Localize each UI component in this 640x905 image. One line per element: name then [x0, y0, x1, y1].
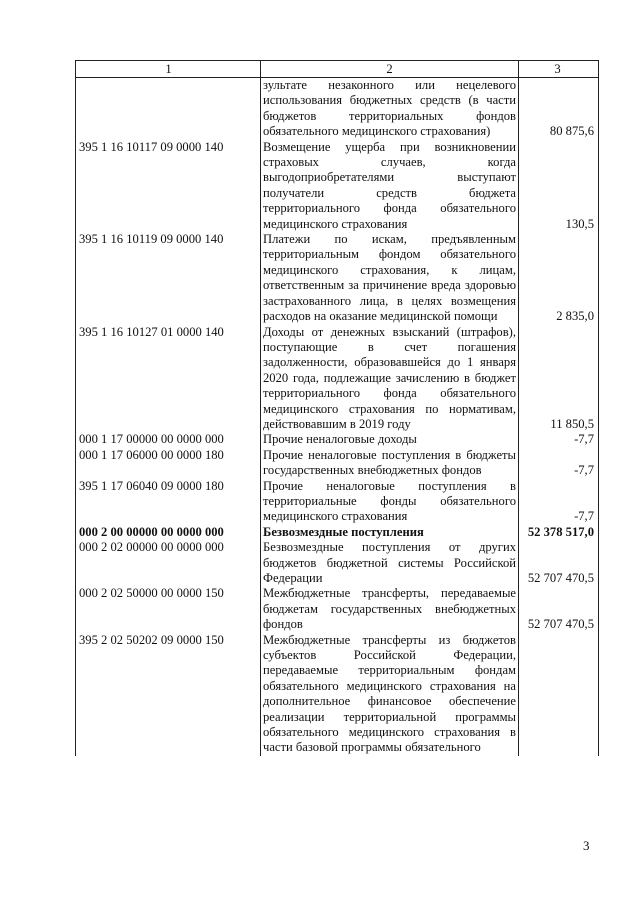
table-row — [76, 448, 599, 479]
row-code: 000 2 02 50000 00 0000 150 — [76, 586, 261, 632]
row-code: 395 2 02 50202 09 0000 150 — [76, 633, 261, 756]
row-amount: 52 707 470,5 — [519, 540, 599, 586]
row-name: Прочие неналоговые поступления в бюджеты государственных внебюджетных фондов — [261, 448, 519, 479]
page-number: 3 — [583, 838, 590, 853]
table-row — [76, 432, 599, 447]
table-row — [76, 479, 599, 525]
row-name: Прочие неналоговые доходы — [261, 432, 519, 447]
revenue-table — [75, 60, 599, 756]
row-amount: 11 850,5 — [519, 325, 599, 433]
row-amount: 52 378 517,0 — [519, 525, 599, 540]
table-header-row — [76, 61, 599, 78]
row-name: зультате незаконного или нецелевого использования бюджетных средств (в части бюджетов территориальных фондов обязательного медицинского страхования) — [261, 78, 519, 140]
column-header-2: 2 — [261, 61, 519, 78]
row-name: Безвозмездные поступления — [261, 525, 519, 540]
row-amount: -7,7 — [519, 479, 599, 525]
row-name: Платежи по искам, предъявленным территориальным фондом обязательного медицинского страхования, к лицам, ответственным за причинение вреда здоровью застрахованного лица, в целях возмещения расходов на оказание медицинской помощи — [261, 232, 519, 324]
row-amount: 130,5 — [519, 140, 599, 232]
table-row — [76, 633, 599, 756]
table-row — [76, 140, 599, 232]
row-amount: -7,7 — [519, 448, 599, 479]
row-code: 000 1 17 00000 00 0000 000 — [76, 432, 261, 447]
row-amount — [519, 633, 599, 756]
row-code: 000 1 17 06000 00 0000 180 — [76, 448, 261, 479]
row-amount: 2 835,0 — [519, 232, 599, 324]
row-code: 000 2 02 00000 00 0000 000 — [76, 540, 261, 586]
table-row — [76, 540, 599, 586]
column-header-1: 1 — [76, 61, 261, 78]
table-row — [76, 325, 599, 433]
row-code: 395 1 16 10119 09 0000 140 — [76, 232, 261, 324]
row-name: Прочие неналоговые поступления в территориальные фонды обязательного медицинского страхования — [261, 479, 519, 525]
row-name: Доходы от денежных взысканий (штрафов), поступающие в счет погашения задолженности, образовавшейся до 1 января 2020 года, подлежащие зачислению в бюджет территориального фонда обязательного медицинского страхования по нормативам, действовавшим в 2019 году — [261, 325, 519, 433]
row-name: Возмещение ущерба при возникновении страховых случаев, когда выгодоприобретателями выступают получатели средств бюджета территориального фонда обязательного медицинского страхования — [261, 140, 519, 232]
column-header-3: 3 — [519, 61, 599, 78]
table-row — [76, 525, 599, 540]
table-row — [76, 586, 599, 632]
row-amount: 52 707 470,5 — [519, 586, 599, 632]
row-name: Межбюджетные трансферты, передаваемые бюджетам государственных внебюджетных фондов — [261, 586, 519, 632]
row-amount: -7,7 — [519, 432, 599, 447]
row-name: Безвозмездные поступления от других бюджетов бюджетной системы Российской Федерации — [261, 540, 519, 586]
row-amount: 80 875,6 — [519, 78, 599, 140]
row-code: 395 1 17 06040 09 0000 180 — [76, 479, 261, 525]
row-name: Межбюджетные трансферты из бюджетов субъектов Российской Федерации, передаваемые территориальным фондам обязательного медицинского страхования на дополнительное финансовое обеспечение реализации территориальной программы обязательного медицинского страхования в части базовой программы обязательного — [261, 633, 519, 756]
table-row — [76, 232, 599, 324]
row-code: 395 1 16 10117 09 0000 140 — [76, 140, 261, 232]
row-code — [76, 78, 261, 140]
table-row — [76, 78, 599, 140]
row-code: 000 2 00 00000 00 0000 000 — [76, 525, 261, 540]
row-code: 395 1 16 10127 01 0000 140 — [76, 325, 261, 433]
